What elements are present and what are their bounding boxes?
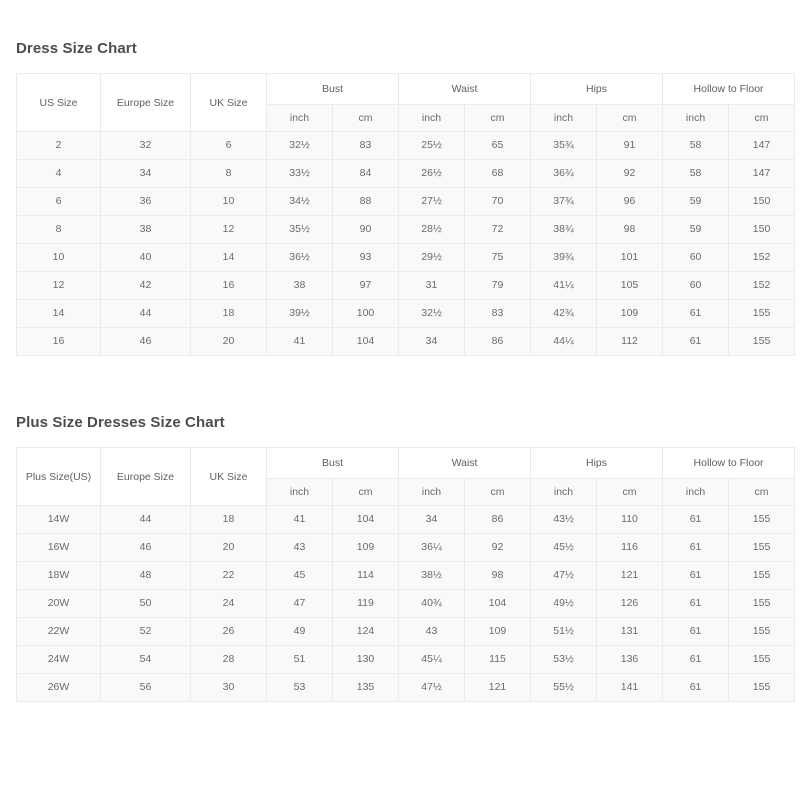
cell: 109 bbox=[333, 534, 399, 562]
cell: 26 bbox=[191, 618, 267, 646]
cell: 25½ bbox=[399, 132, 465, 160]
cell: 29½ bbox=[399, 244, 465, 272]
cell: 92 bbox=[465, 534, 531, 562]
cell: 26W bbox=[17, 674, 101, 702]
cell: 131 bbox=[597, 618, 663, 646]
column-header-waist: Waist bbox=[399, 448, 531, 479]
page-title-plus-size-chart: Plus Size Dresses Size Chart bbox=[16, 414, 225, 431]
cell: 130 bbox=[333, 646, 399, 674]
cell: 40 bbox=[101, 244, 191, 272]
cell: 83 bbox=[333, 132, 399, 160]
cell: 43 bbox=[267, 534, 333, 562]
cell: 105 bbox=[597, 272, 663, 300]
cell: 124 bbox=[333, 618, 399, 646]
cell: 53½ bbox=[531, 646, 597, 674]
cell: 155 bbox=[729, 674, 795, 702]
cell: 45¼ bbox=[399, 646, 465, 674]
cell: 36¼ bbox=[399, 534, 465, 562]
cell: 2 bbox=[17, 132, 101, 160]
cell: 109 bbox=[465, 618, 531, 646]
cell: 141 bbox=[597, 674, 663, 702]
cell: 119 bbox=[333, 590, 399, 618]
cell: 47 bbox=[267, 590, 333, 618]
cell: 98 bbox=[597, 216, 663, 244]
cell: 28 bbox=[191, 646, 267, 674]
cell: 115 bbox=[465, 646, 531, 674]
cell: 97 bbox=[333, 272, 399, 300]
cell: 91 bbox=[597, 132, 663, 160]
cell: 152 bbox=[729, 272, 795, 300]
column-header-bust: Bust bbox=[267, 74, 399, 105]
cell: 22 bbox=[191, 562, 267, 590]
cell: 14 bbox=[17, 300, 101, 328]
cell: 44¼ bbox=[531, 328, 597, 356]
cell: 61 bbox=[663, 646, 729, 674]
unit-cell: inch bbox=[267, 105, 333, 132]
plus-size-chart-table bbox=[16, 447, 795, 702]
cell: 147 bbox=[729, 160, 795, 188]
cell: 46 bbox=[101, 534, 191, 562]
cell: 31 bbox=[399, 272, 465, 300]
cell: 16 bbox=[17, 328, 101, 356]
cell: 45½ bbox=[531, 534, 597, 562]
cell: 18 bbox=[191, 300, 267, 328]
cell: 56 bbox=[101, 674, 191, 702]
cell: 155 bbox=[729, 506, 795, 534]
cell: 79 bbox=[465, 272, 531, 300]
cell: 51 bbox=[267, 646, 333, 674]
cell: 110 bbox=[597, 506, 663, 534]
cell: 35½ bbox=[267, 216, 333, 244]
cell: 93 bbox=[333, 244, 399, 272]
column-header-hollow-to-floor: Hollow to Floor bbox=[663, 448, 795, 479]
table-row bbox=[17, 160, 795, 188]
cell: 65 bbox=[465, 132, 531, 160]
unit-cell: inch bbox=[399, 105, 465, 132]
cell: 22W bbox=[17, 618, 101, 646]
plus-size-chart-block bbox=[16, 414, 784, 702]
cell: 43 bbox=[399, 618, 465, 646]
column-header-uk-size: UK Size bbox=[191, 74, 267, 132]
cell: 61 bbox=[663, 562, 729, 590]
cell: 59 bbox=[663, 216, 729, 244]
cell: 150 bbox=[729, 216, 795, 244]
unit-cell: cm bbox=[465, 105, 531, 132]
cell: 58 bbox=[663, 132, 729, 160]
cell: 18W bbox=[17, 562, 101, 590]
unit-cell: cm bbox=[333, 479, 399, 506]
table-row bbox=[17, 244, 795, 272]
cell: 61 bbox=[663, 618, 729, 646]
cell: 44 bbox=[101, 506, 191, 534]
cell: 26½ bbox=[399, 160, 465, 188]
cell: 4 bbox=[17, 160, 101, 188]
cell: 90 bbox=[333, 216, 399, 244]
cell: 20W bbox=[17, 590, 101, 618]
page-title-dress-size-chart: Dress Size Chart bbox=[16, 40, 137, 57]
cell: 16W bbox=[17, 534, 101, 562]
cell: 61 bbox=[663, 534, 729, 562]
column-header-hips: Hips bbox=[531, 74, 663, 105]
cell: 8 bbox=[191, 160, 267, 188]
cell: 49 bbox=[267, 618, 333, 646]
cell: 34 bbox=[101, 160, 191, 188]
cell: 36¾ bbox=[531, 160, 597, 188]
cell: 155 bbox=[729, 646, 795, 674]
cell: 109 bbox=[597, 300, 663, 328]
cell: 34½ bbox=[267, 188, 333, 216]
cell: 32½ bbox=[399, 300, 465, 328]
cell: 12 bbox=[17, 272, 101, 300]
table-row bbox=[17, 272, 795, 300]
cell: 38½ bbox=[399, 562, 465, 590]
column-header-waist: Waist bbox=[399, 74, 531, 105]
cell: 27½ bbox=[399, 188, 465, 216]
cell: 136 bbox=[597, 646, 663, 674]
cell: 47½ bbox=[531, 562, 597, 590]
table-row bbox=[17, 300, 795, 328]
column-header-us-size: US Size bbox=[17, 74, 101, 132]
cell: 34 bbox=[399, 328, 465, 356]
cell: 86 bbox=[465, 506, 531, 534]
table-row bbox=[17, 590, 795, 618]
cell: 135 bbox=[333, 674, 399, 702]
cell: 32 bbox=[101, 132, 191, 160]
cell: 84 bbox=[333, 160, 399, 188]
unit-cell: inch bbox=[531, 105, 597, 132]
table-row bbox=[17, 328, 795, 356]
cell: 49½ bbox=[531, 590, 597, 618]
cell: 96 bbox=[597, 188, 663, 216]
cell: 121 bbox=[597, 562, 663, 590]
cell: 47½ bbox=[399, 674, 465, 702]
cell: 30 bbox=[191, 674, 267, 702]
cell: 36 bbox=[101, 188, 191, 216]
cell: 28½ bbox=[399, 216, 465, 244]
cell: 41¼ bbox=[531, 272, 597, 300]
cell: 104 bbox=[465, 590, 531, 618]
cell: 39¾ bbox=[531, 244, 597, 272]
cell: 32½ bbox=[267, 132, 333, 160]
cell: 55½ bbox=[531, 674, 597, 702]
table-row bbox=[17, 216, 795, 244]
cell: 52 bbox=[101, 618, 191, 646]
cell: 16 bbox=[191, 272, 267, 300]
cell: 10 bbox=[191, 188, 267, 216]
cell: 38¾ bbox=[531, 216, 597, 244]
cell: 41 bbox=[267, 506, 333, 534]
cell: 6 bbox=[191, 132, 267, 160]
cell: 70 bbox=[465, 188, 531, 216]
unit-cell: inch bbox=[399, 479, 465, 506]
table-row bbox=[17, 562, 795, 590]
unit-cell: cm bbox=[729, 479, 795, 506]
cell: 104 bbox=[333, 506, 399, 534]
column-header-europe-size: Europe Size bbox=[101, 448, 191, 506]
cell: 38 bbox=[267, 272, 333, 300]
cell: 14 bbox=[191, 244, 267, 272]
column-header-hollow-to-floor: Hollow to Floor bbox=[663, 74, 795, 105]
column-header-hips: Hips bbox=[531, 448, 663, 479]
cell: 61 bbox=[663, 328, 729, 356]
cell: 20 bbox=[191, 534, 267, 562]
unit-cell: cm bbox=[597, 479, 663, 506]
cell: 24 bbox=[191, 590, 267, 618]
table-row bbox=[17, 132, 795, 160]
cell: 114 bbox=[333, 562, 399, 590]
cell: 61 bbox=[663, 300, 729, 328]
cell: 72 bbox=[465, 216, 531, 244]
cell: 42 bbox=[101, 272, 191, 300]
cell: 48 bbox=[101, 562, 191, 590]
cell: 24W bbox=[17, 646, 101, 674]
cell: 92 bbox=[597, 160, 663, 188]
cell: 83 bbox=[465, 300, 531, 328]
cell: 38 bbox=[101, 216, 191, 244]
cell: 8 bbox=[17, 216, 101, 244]
cell: 121 bbox=[465, 674, 531, 702]
cell: 41 bbox=[267, 328, 333, 356]
unit-cell: cm bbox=[465, 479, 531, 506]
cell: 116 bbox=[597, 534, 663, 562]
column-header-plus-size-us: Plus Size(US) bbox=[17, 448, 101, 506]
cell: 152 bbox=[729, 244, 795, 272]
unit-cell: inch bbox=[663, 105, 729, 132]
cell: 126 bbox=[597, 590, 663, 618]
column-header-uk-size: UK Size bbox=[191, 448, 267, 506]
cell: 45 bbox=[267, 562, 333, 590]
table-header-row bbox=[17, 448, 795, 479]
cell: 14W bbox=[17, 506, 101, 534]
cell: 12 bbox=[191, 216, 267, 244]
cell: 40¾ bbox=[399, 590, 465, 618]
table-row bbox=[17, 534, 795, 562]
cell: 34 bbox=[399, 506, 465, 534]
dress-size-chart-block bbox=[16, 40, 784, 356]
cell: 37¾ bbox=[531, 188, 597, 216]
cell: 35¾ bbox=[531, 132, 597, 160]
cell: 6 bbox=[17, 188, 101, 216]
column-header-europe-size: Europe Size bbox=[101, 74, 191, 132]
cell: 33½ bbox=[267, 160, 333, 188]
table-row bbox=[17, 618, 795, 646]
cell: 50 bbox=[101, 590, 191, 618]
column-header-bust: Bust bbox=[267, 448, 399, 479]
cell: 46 bbox=[101, 328, 191, 356]
table-row bbox=[17, 188, 795, 216]
cell: 42¾ bbox=[531, 300, 597, 328]
cell: 59 bbox=[663, 188, 729, 216]
cell: 104 bbox=[333, 328, 399, 356]
cell: 54 bbox=[101, 646, 191, 674]
table-row bbox=[17, 674, 795, 702]
cell: 36½ bbox=[267, 244, 333, 272]
unit-cell: inch bbox=[267, 479, 333, 506]
cell: 88 bbox=[333, 188, 399, 216]
cell: 61 bbox=[663, 506, 729, 534]
cell: 44 bbox=[101, 300, 191, 328]
unit-cell: inch bbox=[663, 479, 729, 506]
cell: 100 bbox=[333, 300, 399, 328]
cell: 18 bbox=[191, 506, 267, 534]
unit-cell: cm bbox=[597, 105, 663, 132]
cell: 155 bbox=[729, 590, 795, 618]
cell: 58 bbox=[663, 160, 729, 188]
cell: 150 bbox=[729, 188, 795, 216]
cell: 43½ bbox=[531, 506, 597, 534]
cell: 155 bbox=[729, 618, 795, 646]
cell: 61 bbox=[663, 674, 729, 702]
cell: 10 bbox=[17, 244, 101, 272]
cell: 60 bbox=[663, 272, 729, 300]
cell: 39½ bbox=[267, 300, 333, 328]
cell: 75 bbox=[465, 244, 531, 272]
cell: 101 bbox=[597, 244, 663, 272]
section-spacer bbox=[16, 382, 784, 414]
dress-size-chart-table bbox=[16, 73, 795, 356]
cell: 20 bbox=[191, 328, 267, 356]
cell: 51½ bbox=[531, 618, 597, 646]
cell: 61 bbox=[663, 590, 729, 618]
cell: 60 bbox=[663, 244, 729, 272]
cell: 155 bbox=[729, 328, 795, 356]
unit-cell: cm bbox=[729, 105, 795, 132]
cell: 86 bbox=[465, 328, 531, 356]
table-header-row bbox=[17, 74, 795, 105]
cell: 147 bbox=[729, 132, 795, 160]
cell: 155 bbox=[729, 534, 795, 562]
cell: 98 bbox=[465, 562, 531, 590]
cell: 53 bbox=[267, 674, 333, 702]
table-row bbox=[17, 506, 795, 534]
cell: 155 bbox=[729, 300, 795, 328]
unit-cell: cm bbox=[333, 105, 399, 132]
cell: 112 bbox=[597, 328, 663, 356]
table-row bbox=[17, 646, 795, 674]
cell: 68 bbox=[465, 160, 531, 188]
unit-cell: inch bbox=[531, 479, 597, 506]
cell: 155 bbox=[729, 562, 795, 590]
